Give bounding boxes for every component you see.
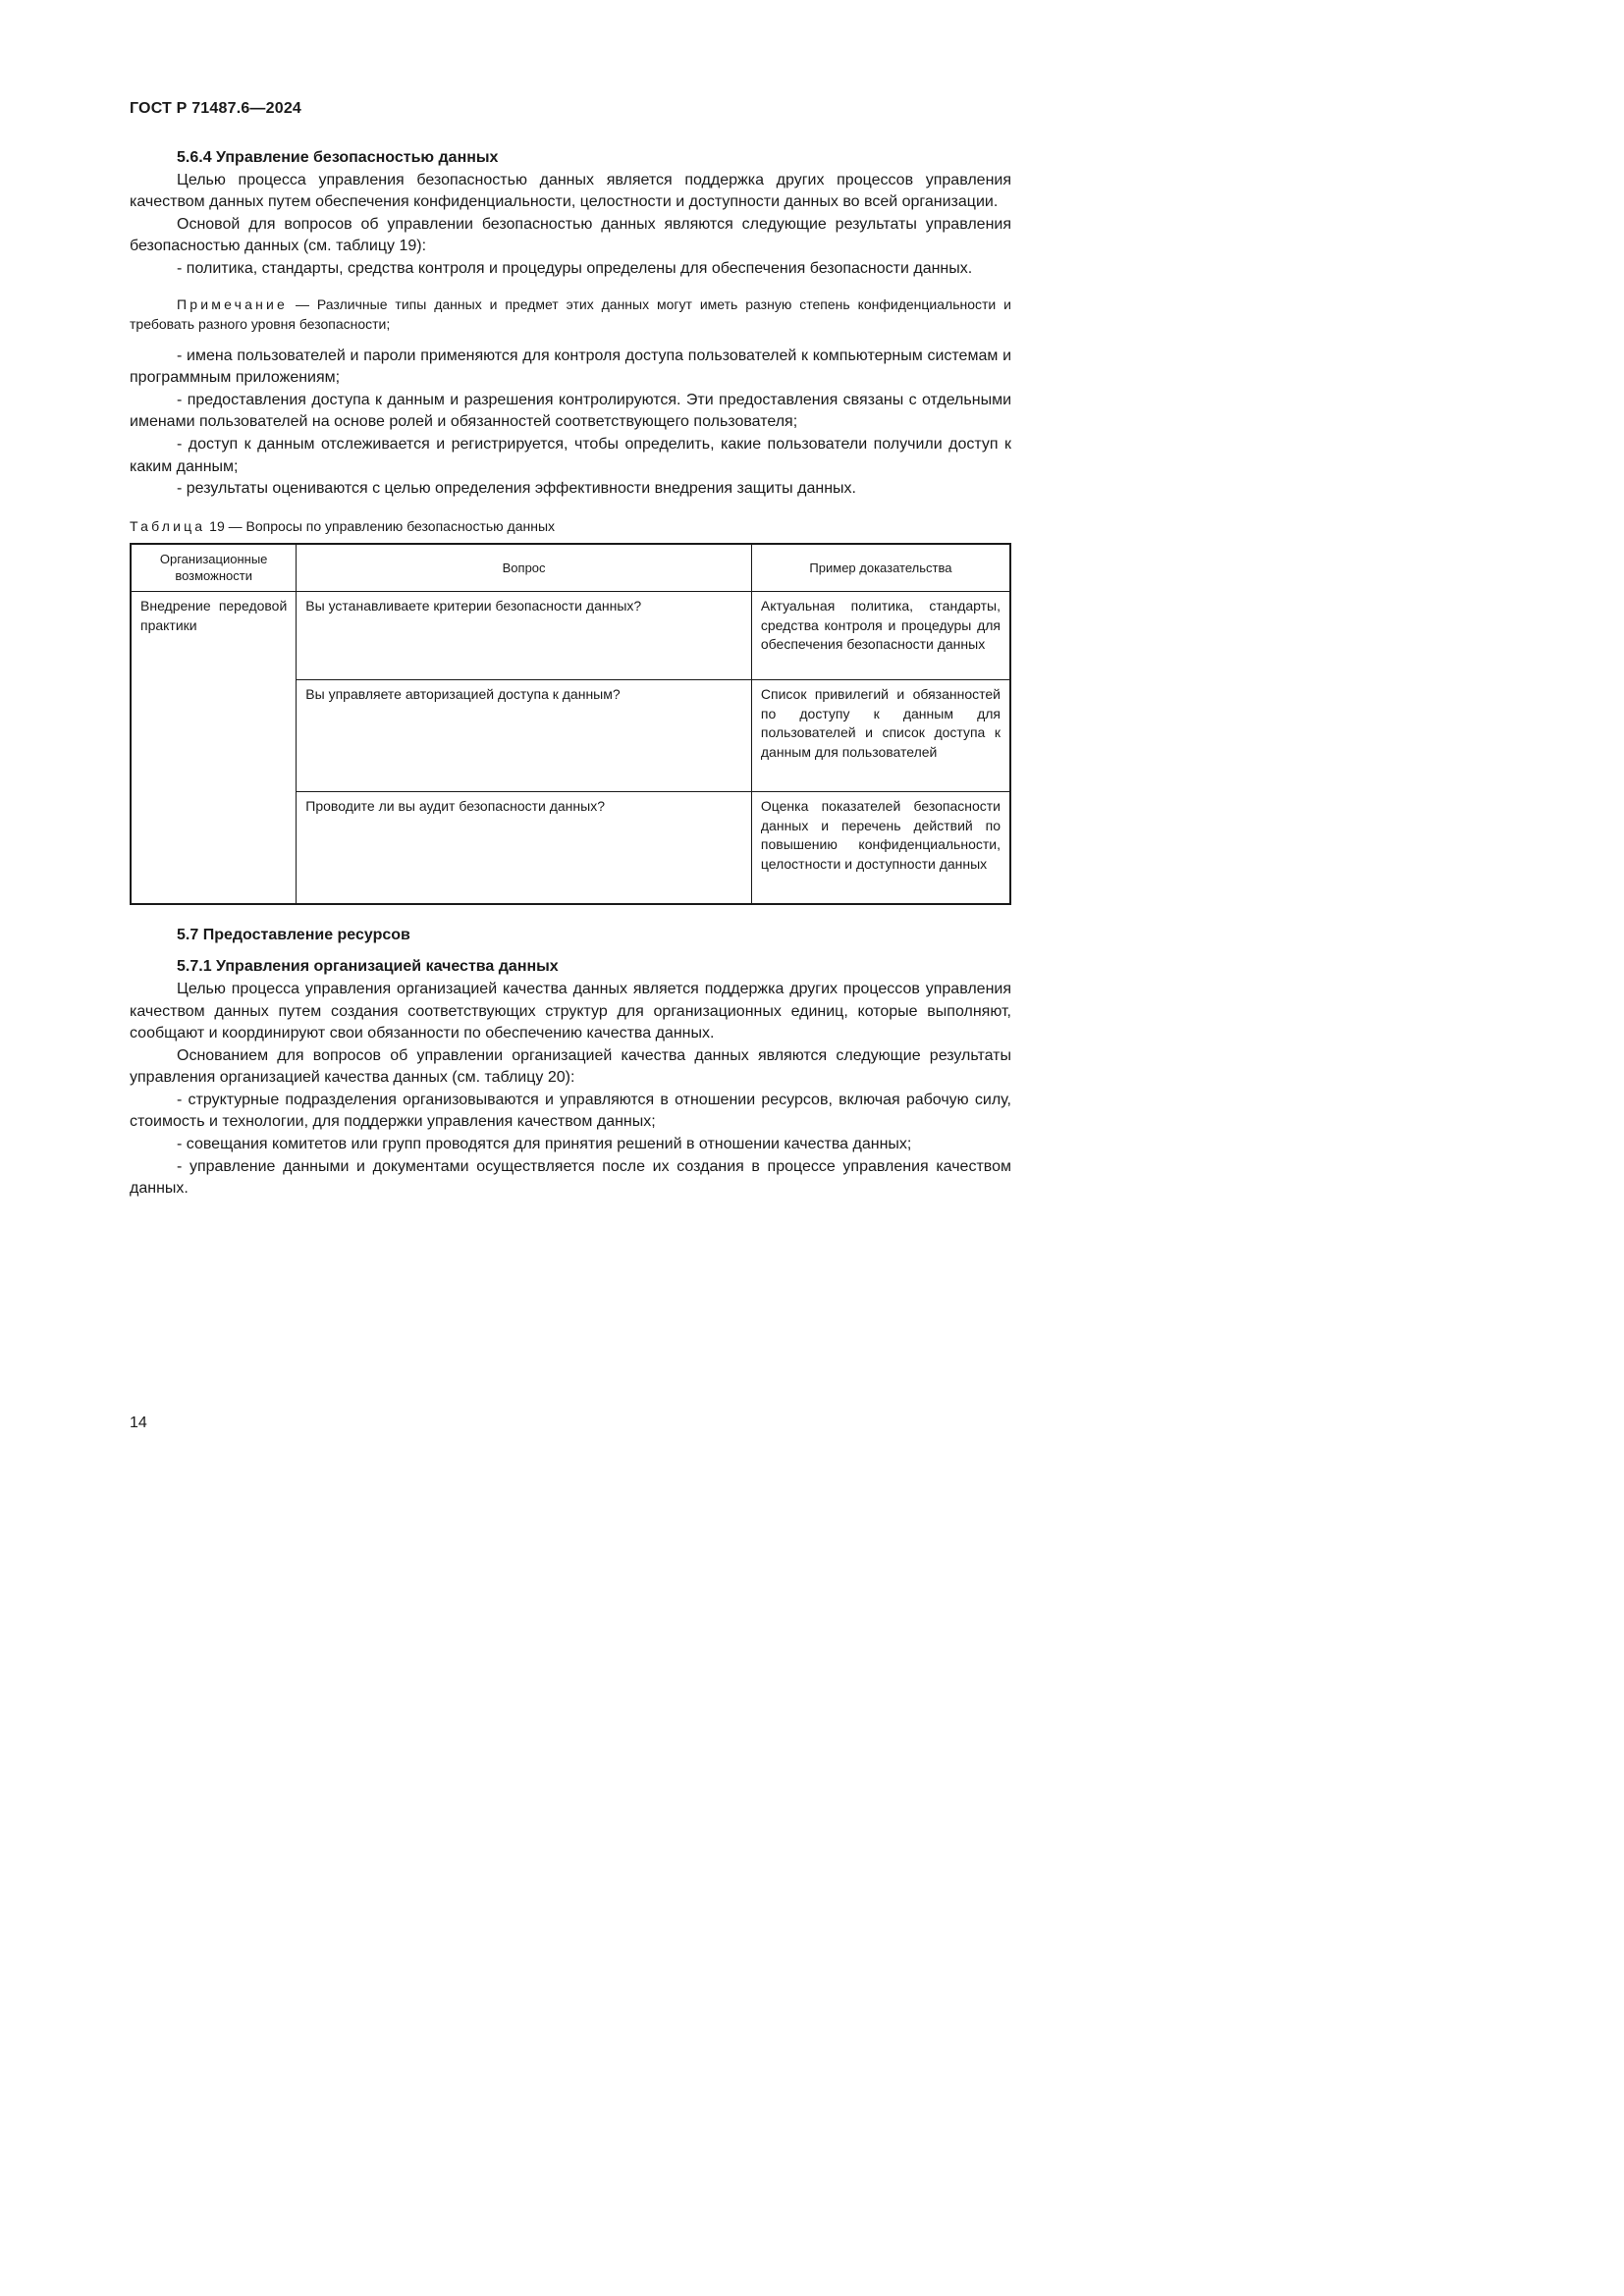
evidence-cell: Актуальная политика, стандарты, средства контроля и процедуры для обеспечения безопасности данных — [751, 591, 1010, 679]
page-content — [130, 147, 1011, 1201]
list-item: - предоставления доступа к данным и разрешения контролируются. Эти предоставления связаны с отдельными именами пользователей на основе ролей и обязанностей соответствующего пользователя; — [130, 391, 1011, 431]
header-evidence: Пример доказательства — [751, 544, 1010, 592]
document-header: ГОСТ Р 71487.6—2024 — [130, 100, 302, 117]
list-item: - структурные подразделения организовываются и управляются в отношении ресурсов, включая рабочую силу, стоимость и технологии, для поддержки управления качеством данных; — [130, 1091, 1011, 1131]
evidence-cell: Список привилегий и обязанностей по доступу к данным для пользователей и список доступа к данным для пользователей — [751, 679, 1010, 791]
header-question: Вопрос — [297, 544, 752, 592]
page-number: 14 — [130, 1415, 147, 1431]
question-cell: Вы устанавливаете критерии безопасности данных? — [297, 591, 752, 679]
table-19 — [130, 543, 1011, 905]
paragraph: Целью процесса управления организацией качества данных является поддержка других процессов управления качеством данных путем создания соответствующих структур для организационных единиц, которые выполняют, сообщают и координируют свои обязанности по обеспечению качества данных. — [130, 980, 1011, 1042]
paragraph: Основой для вопросов об управлении безопасностью данных являются следующие результаты управления безопасностью данных (см. таблицу 19): — [130, 215, 1011, 255]
section-5-6-4-title: 5.6.4 Управление безопасностью данных — [177, 149, 499, 166]
table-caption-label: Таблица — [130, 517, 206, 534]
paragraph: Основанием для вопросов об управлении организацией качества данных являются следующие результаты управления организацией качества данных (см. таблицу 20): — [130, 1046, 1011, 1087]
table-caption — [130, 516, 1011, 536]
note — [130, 294, 1011, 334]
list-item: - политика, стандарты, средства контроля и процедуры определены для обеспечения безопасности данных. — [177, 259, 973, 277]
table-caption-text: 19 — Вопросы по управлению безопасностью данных — [205, 517, 556, 534]
list-item: - управление данными и документами осуществляется после их создания в процессе управления качеством данных. — [130, 1157, 1011, 1198]
evidence-cell: Оценка показателей безопасности данных и перечень действий по повышению конфиденциальности, целостности и доступности данных — [751, 791, 1010, 904]
list-item: - доступ к данным отслеживается и регистрируется, чтобы определить, какие пользователи получили доступ к каким данным; — [130, 435, 1011, 475]
note-text: — Различные типы данных и предмет этих данных могут иметь разную степень конфиденциальности и требовать разного уровня безопасности; — [130, 295, 1011, 332]
paragraph: Целью процесса управления безопасностью данных является поддержка других процессов управления качеством данных путем обеспечения конфиденциальности, целостности и доступности данных во всей организации. — [130, 171, 1011, 211]
section-5-7-title: 5.7 Предоставление ресурсов — [177, 926, 410, 943]
list-item: - имена пользователей и пароли применяются для контроля доступа пользователей к компьютерным системам и программным приложениям; — [130, 347, 1011, 387]
note-label: Примечание — [177, 295, 289, 312]
document-page — [0, 0, 1080, 1527]
capability-cell: Внедрение передовой практики — [131, 591, 297, 904]
table-row — [131, 591, 1010, 679]
table-header-row — [131, 544, 1010, 592]
section-5-7-1-title: 5.7.1 Управления организацией качества данных — [177, 958, 559, 976]
question-cell: Вы управляете авторизацией доступа к данным? — [297, 679, 752, 791]
list-item: - результаты оцениваются с целью определения эффективности внедрения защиты данных. — [177, 480, 856, 498]
header-capability: Организационные возможности — [131, 544, 297, 592]
question-cell: Проводите ли вы аудит безопасности данных? — [297, 791, 752, 904]
list-item: - совещания комитетов или групп проводятся для принятия решений в отношении качества данных; — [177, 1136, 912, 1153]
